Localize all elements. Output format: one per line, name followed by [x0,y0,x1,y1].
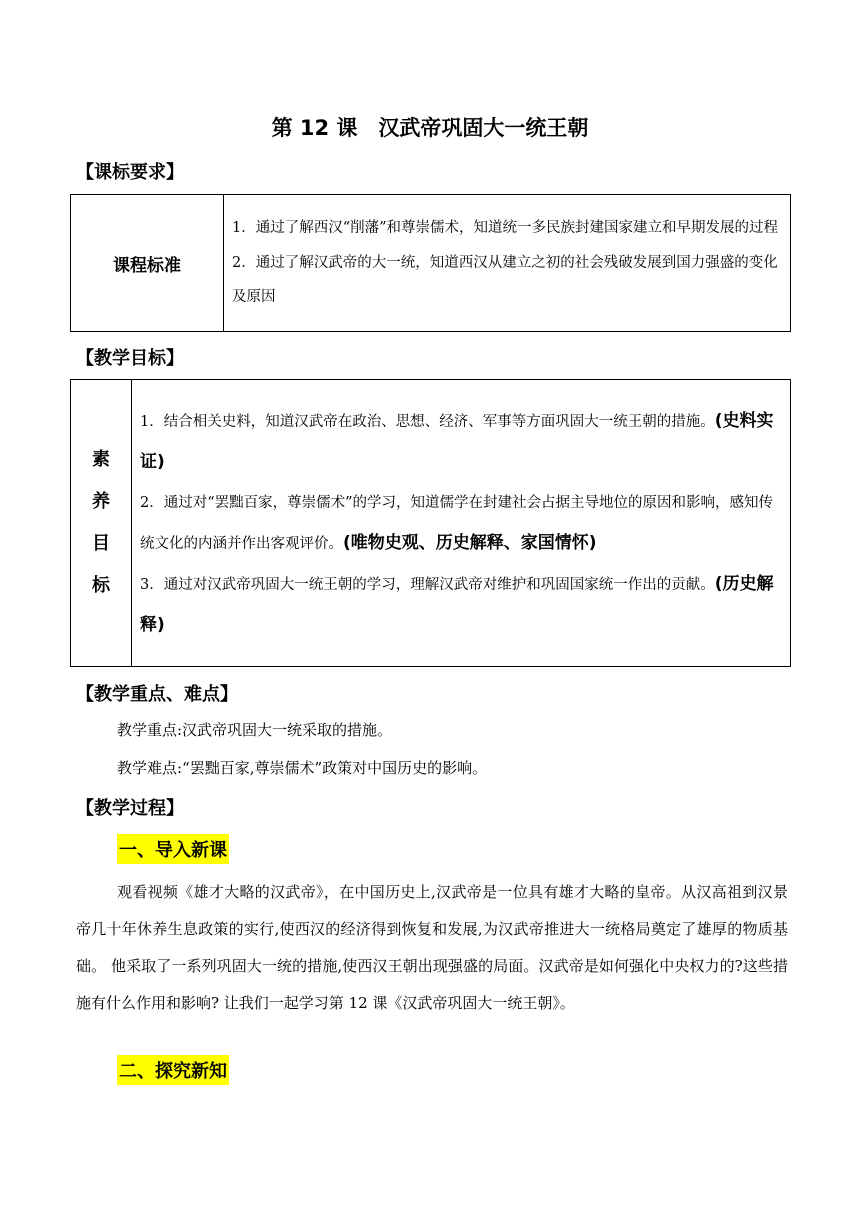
objective-item-1: 1．结合相关史料，知道汉武帝在政治、思想、经济、军事等方面巩固大一统王朝的措施。(史料实证) [140,410,774,472]
section-heading-standards: 【课标要求】 [76,162,184,183]
teaching-focus: 教学重点:汉武帝巩固大一统采取的措施。 [117,721,393,739]
standards-item-2: 2．通过了解汉武帝的大一统，知道西汉从建立之初的社会残破发展到国力强盛的变化及原因 [232,254,778,306]
objectives-content [132,380,791,667]
step-heading-explore: 二、探究新知 [117,1055,229,1085]
objectives-label [71,380,132,667]
intro-paragraph: 观看视频《雄才大略的汉武帝》，在中国历史上,汉武帝是一位具有雄才大略的皇帝。从汉高祖到汉景帝几十年休养生息政策的实行,使西汉的经济得到恢复和发展,为汉武帝推进大一统格局奠定了雄厚的物质基础。 他采取了一系列巩固大一统的措施,使西汉王朝出现强盛的局面。汉武帝是如何强化中央权力的?这些措施有什么作用和影响? 让我们一起学习第 12 课《汉武帝巩固大一统王朝》。 [76,883,788,1012]
standards-item-1: 1．通过了解西汉“削藩”和尊崇儒术，知道统一多民族封建国家建立和早期发展的过程 [232,220,779,237]
step-heading-intro: 一、导入新课 [117,834,229,864]
objective-tag-3: (历史解释) [140,573,774,635]
objective-tag-1: (史料实证) [140,410,774,472]
objectives-table [70,379,791,667]
standards-content [224,195,791,332]
standards-label: 课程标准 [71,195,224,332]
objective-item-2: 2．通过对“罢黜百家，尊崇儒术”的学习，知道儒学在封建社会占据主导地位的原因和影响，感知传统文化的内涵并作出客观评价。(唯物史观、历史解释、家国情怀) [140,494,774,553]
objectives-label-char: 目 [92,533,110,554]
teaching-difficulty: 教学难点:“罢黜百家,尊崇儒术”政策对中国历史的影响。 [117,759,488,777]
objective-item-3: 3．通过对汉武帝巩固大一统王朝的学习，理解汉武帝对维护和巩固国家统一作出的贡献。(历史解释) [140,573,774,635]
lesson-title: 第 12 课 汉武帝巩固大一统王朝 [271,116,589,140]
section-heading-objectives: 【教学目标】 [76,348,184,369]
standards-table [70,194,791,332]
section-heading-process: 【教学过程】 [76,798,184,819]
objectives-label-char: 素 [92,449,110,470]
section-heading-key-points: 【教学重点、难点】 [76,684,238,705]
objectives-label-char: 标 [92,575,110,596]
objectives-label-char: 养 [92,491,110,512]
objective-tag-2: (唯物史观、历史解释、家国情怀) [343,532,597,553]
